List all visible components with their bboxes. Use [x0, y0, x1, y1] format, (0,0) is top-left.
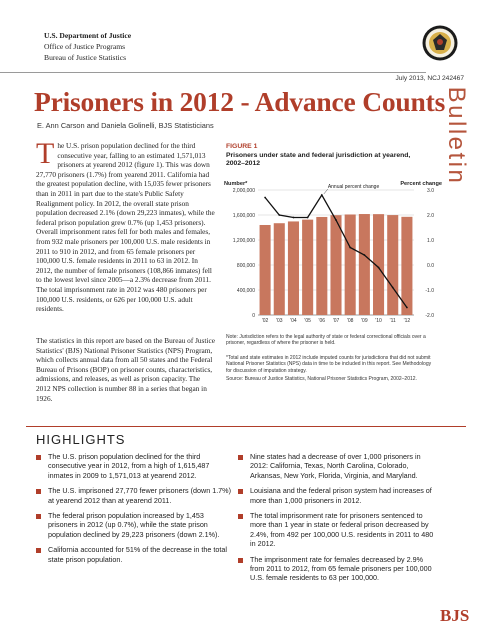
y-tick-label-left: 400,000 [236, 288, 255, 294]
x-tick-label: '09 [361, 318, 368, 324]
highlight-item: The federal prison population increased by 1,453 prisoners in 2012 (up 0.7%), while the state prison population declined by 29,223 prisoners (down 2.1%). [36, 511, 232, 539]
x-tick-label: '12 [403, 318, 411, 324]
bullet-icon [36, 548, 41, 553]
bullet-icon [36, 455, 41, 460]
x-tick-label: '06 [318, 318, 326, 324]
agency-line: Bureau of Justice Statistics [44, 53, 127, 62]
release-info: July 2013, NCJ 242467 [395, 75, 464, 82]
page-title: Prisoners in 2012 - Advance Counts [34, 86, 446, 117]
agency-line: Office of Justice Programs [44, 42, 126, 51]
percent-change-point [278, 214, 280, 216]
bar [401, 217, 412, 315]
y-tick-label-left: 2,000,000 [232, 188, 255, 194]
y-tick-label-left: 800,000 [236, 263, 255, 269]
figure-label: FIGURE 1 [226, 143, 258, 150]
highlight-item: The U.S. imprisoned 27,770 fewer prisoners (down 1.7%) at yearend 2012 than at yearend 2011. [36, 486, 232, 505]
bjs-logo: BJS [440, 606, 470, 625]
bar [330, 215, 341, 315]
highlight-item: Nine states had a decrease of over 1,000 prisoners in 2012: California, Texas, North Carolina, Colorado, Arkansas, New York, Florida, Virginia, and Maryland. [238, 452, 438, 480]
intro-text: he U.S. prison population declined for the third consecutive year, falling to an estimated 1,571,013 prisoners at yearend 2012 (figure 1). This was down 27,770 prisoners (1.7%) from yearend 2011. California had the greatest population decline, with 15,035 fewer prisoners than in 2011 in part due to the state's Public Safety Realignment policy. In 2012, the overall state prison population decreased 2.1% (down 29,223 inmates), while the federal prison population grew 0.7% (up 1,453 prisoners). Overall imprisonment rates fell for both males and females, from 932 male prisoners per 100,000 U.S. male residents in 2011 to 910 in 2012, and from 65 female prisoners per 100,000 U.S. female residents in 2011 to 63 in 2012. In 2012, the number of female prisoners (108,866 inmates) fell to the lowest level since 2005—a 2.3% decrease from 2011. The total imprisonment rate in 2012 was 480 prisoners per 100,000 U.S. residents, or 626 per 100,000 U.S. adult residents. [36, 141, 215, 314]
series-label: Bulletin [443, 86, 470, 186]
y-tick-label-left: 1,600,000 [232, 213, 255, 219]
highlights-heading: HIGHLIGHTS [36, 432, 126, 447]
figure-title: Prisoners under state and federal jurisdiction at yearend, 2002–2012 [226, 152, 411, 168]
percent-change-point [363, 254, 365, 256]
x-tick-label: '10 [375, 318, 382, 324]
prisoners-chart [222, 178, 444, 330]
percent-change-point [349, 247, 351, 249]
figure-source: Source: Bureau of Justice Statistics, National Prisoner Statistics Program, 2002–2012. [226, 376, 417, 382]
bar [359, 214, 370, 315]
x-tick-label: '07 [332, 318, 340, 324]
intro-paragraph [36, 137, 215, 314]
data-source-paragraph: The statistics in this report are based on the Bureau of Justice Statistics' (BJS) National Prisoner Statistics (NPS) Program, which collects annual data from all 50 states and the Federal Bureau of Prisons (BOP) on prisoner counts, characteristics, admissions, and releases, as well as prison capacity. The 2012 NPS collection is number 88 in a series that began in 1926. [36, 336, 215, 403]
bar [288, 221, 299, 315]
y-tick-label-right: 1.0 [427, 238, 434, 244]
bullet-icon [238, 489, 243, 494]
percent-change-point [335, 219, 337, 221]
percent-change-point [406, 307, 408, 309]
x-tick-label: '04 [290, 318, 297, 324]
bar [316, 217, 327, 315]
y-tick-label-left: 0 [252, 313, 255, 319]
y-tick-label-left: 1,200,000 [232, 238, 255, 244]
header-rule [0, 72, 426, 73]
y-tick-label-right: -1.0 [425, 288, 434, 294]
agency-block [44, 30, 131, 63]
highlights-rule [26, 426, 466, 427]
x-tick-label: '03 [276, 318, 283, 324]
percent-change-point [264, 197, 266, 199]
x-tick-label: '11 [389, 318, 396, 324]
highlight-item: The total imprisonment rate for prisoners sentenced to more than 1 year in state or federal prison decreased by 2.4%, from 492 per 100,000 U.S. residents in 2011 to 480 in 2012. [238, 511, 438, 549]
highlights-left-column [36, 452, 232, 570]
bar [260, 225, 271, 315]
percent-change-point [392, 287, 394, 289]
agency-line: U.S. Department of Justice [44, 31, 132, 40]
bullet-icon [238, 514, 243, 519]
figure-note: Note: Jurisdiction refers to the legal authority of state or federal correctional officials over a prisoner, regardless of where the prisoner is held. [226, 334, 426, 347]
x-tick-label: '08 [346, 318, 354, 324]
percent-change-point [378, 267, 380, 269]
highlight-item: Louisiana and the federal prison system had increases of more than 1,000 prisoners in 2012. [238, 486, 438, 505]
authors: E. Ann Carson and Daniela Golinelli, BJS Statisticians [37, 121, 214, 130]
line-annotation: Annual percent change [327, 184, 380, 190]
bullet-icon [238, 558, 243, 563]
y-tick-label-right: 3.0 [427, 188, 434, 194]
y-tick-label-right: 2.0 [427, 213, 434, 219]
percent-change-point [321, 194, 323, 196]
doj-seal-icon [422, 25, 458, 61]
bullet-icon [36, 489, 41, 494]
bar [345, 214, 356, 315]
bar [302, 220, 313, 315]
highlights-right-column [238, 452, 438, 589]
figure-footnote: *Total and state estimates in 2012 include imputed counts for jurisdictions that did not submit National Prisoner Statistics (NPS) data in time to be included in this report. See Methodology for discussion of imputation strategy. [226, 355, 432, 374]
y-axis-label-right: Percent change [400, 181, 442, 187]
drop-cap: T [36, 137, 55, 170]
x-tick-label: '02 [261, 318, 269, 324]
y-axis-label-left: Number* [224, 181, 248, 187]
y-tick-label-right: -2.0 [425, 313, 434, 319]
percent-change-point [307, 217, 309, 219]
x-tick-label: '05 [304, 318, 311, 324]
percent-change-point [293, 217, 295, 219]
bullet-icon [36, 514, 41, 519]
highlight-item: California accounted for 51% of the decrease in the total state prison population. [36, 545, 232, 564]
bar [274, 223, 285, 315]
bar [387, 215, 398, 315]
highlight-item: The U.S. prison population declined for the third consecutive year in 2012, from a high of 1,615,487 inmates in 2009 to 1,571,013 at yearend 2012. [36, 452, 232, 480]
highlight-item: The imprisonment rate for females decreased by 2.9% from 2011 to 2012, from 65 female prisoners per 100,000 U.S. female residents to 63 per 100,000. [238, 555, 438, 583]
y-tick-label-right: 0.0 [427, 263, 434, 269]
bullet-icon [238, 455, 243, 460]
